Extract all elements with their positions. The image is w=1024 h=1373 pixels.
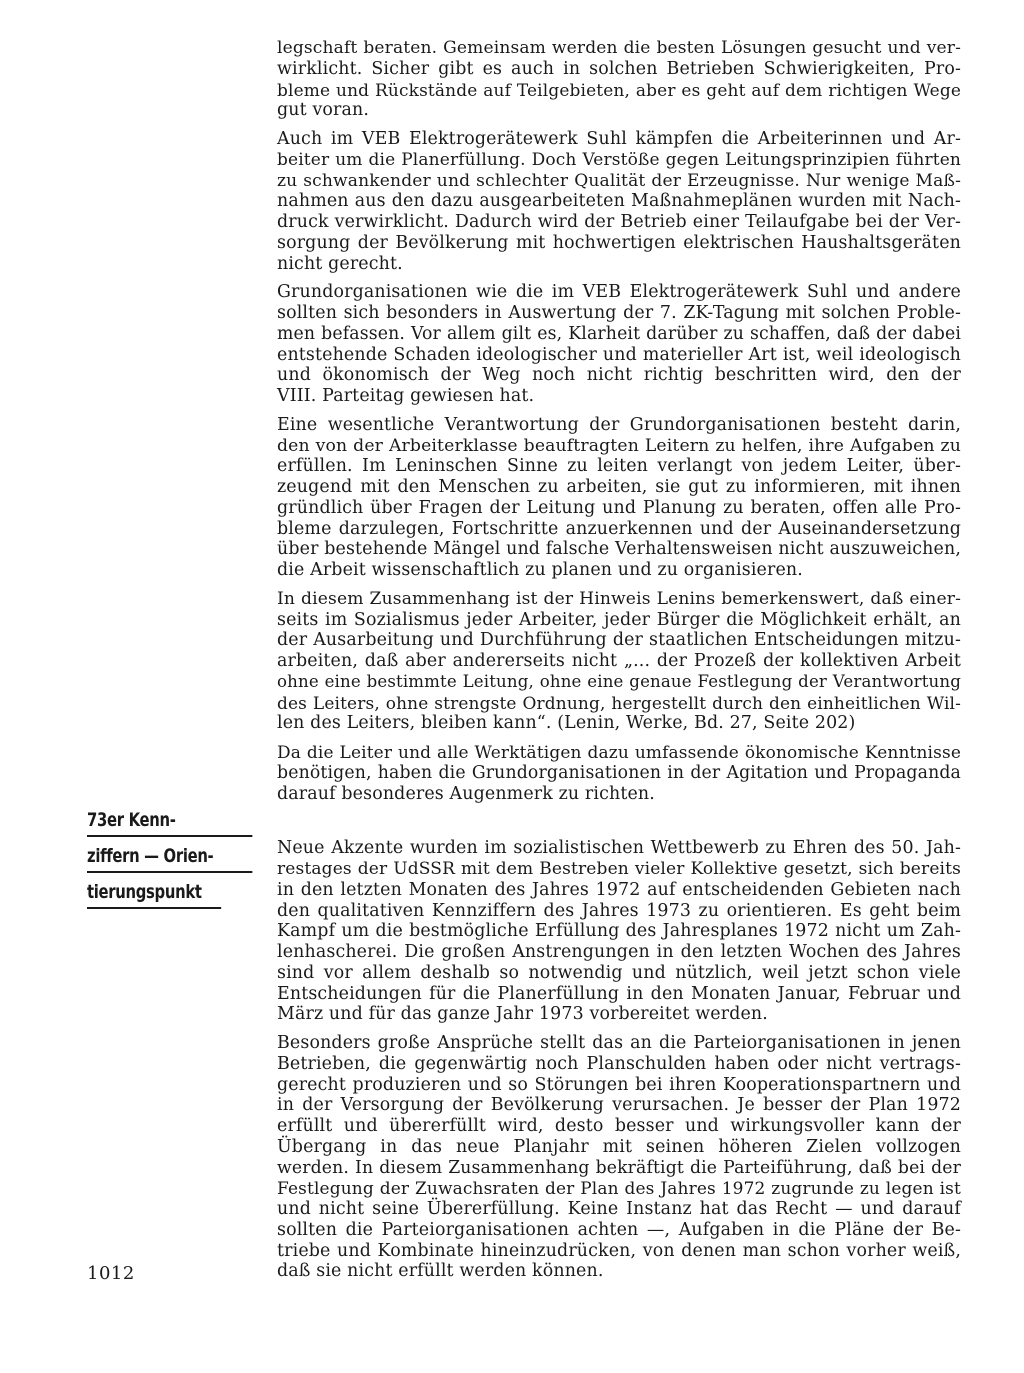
text-line: ohne eine bestimmte Leitung, ohne eine genaue Festlegung der Verantwortung xyxy=(277,671,961,691)
text-line: druck verwirklicht. Dadurch wird der Betrieb einer Teilaufgabe bei der Ver- xyxy=(277,212,961,232)
text-line: des Leiters, ohne strengste Ordnung, hergestellt durch den einheitlichen Wil- xyxy=(277,692,961,713)
text-line: in den letzten Monaten des Jahres 1972 auf entscheidenden Gebieten nach xyxy=(277,879,961,900)
text-line: Eine wesentliche Verantwortung der Grundorganisationen besteht darin, xyxy=(277,414,961,435)
text-line: gründlich über Fragen der Leitung und Planung zu beraten, offen alle Pro- xyxy=(277,497,961,518)
text-line: Besonders große Ansprüche stellt das an die Parteiorganisationen in jenen xyxy=(277,1033,961,1053)
text-line: men befassen. Vor allem gilt es, Klarheit darüber zu schaffen, daß der dabei xyxy=(277,323,961,344)
margin-heading-line: 73er Kenn- xyxy=(87,807,252,837)
text-line: erfüllen. Im Leninschen Sinne zu leiten verlangt von jedem Leiter, über- xyxy=(277,456,961,477)
body-text-column xyxy=(277,38,961,1282)
text-line: März und für das ganze Jahr 1973 vorbereitet werden. xyxy=(277,1004,768,1025)
text-line: Betrieben, die gegenwärtig noch Planschulden haben oder nicht vertrags- xyxy=(277,1053,961,1074)
text-line: und nicht seine Übererfüllung. Keine Instanz hat das Recht — und darauf xyxy=(277,1199,961,1219)
text-line: werden. In diesem Zusammenhang bekräftigt die Parteiführung, daß bei der xyxy=(277,1157,961,1178)
paragraph-6 xyxy=(277,742,961,804)
text-line: arbeiten, daß aber andererseits nicht „... der Prozeß der kollektiven Arbeit xyxy=(277,651,961,671)
text-line: Auch im VEB Elektrogerätewerk Suhl kämpfen die Arbeiterinnen und Ar- xyxy=(277,129,961,149)
paragraph-1 xyxy=(277,38,961,121)
margin-heading xyxy=(87,807,257,915)
text-line: zeugend mit den Menschen zu arbeiten, sie gut zu informieren, mit ihnen xyxy=(277,477,961,497)
text-line: sind vor allem deshalb so notwendig und nützlich, weil jetzt schon viele xyxy=(277,962,961,983)
text-line: Entscheidungen für die Planerfüllung in den Monaten Januar, Februar und xyxy=(277,983,961,1004)
paragraph-8 xyxy=(277,1033,961,1282)
text-line: bleme darzulegen, Fortschritte anzuerkennen und der Auseinandersetzung xyxy=(277,518,961,539)
text-line: sollten sich besonders in Auswertung der 7. ZK-Tagung mit solchen Proble- xyxy=(277,303,961,323)
text-line: sollten die Parteiorganisationen achten —, Aufgaben in die Pläne der Be- xyxy=(277,1219,961,1240)
page-number: 1012 xyxy=(87,1263,135,1284)
text-line: gerecht produzieren und so Störungen bei ihren Kooperationspartnern und xyxy=(277,1074,961,1095)
text-line: über bestehende Mängel und falsche Verhaltensweisen nicht auszuweichen, xyxy=(277,539,961,560)
text-line: Grundorganisationen wie die im VEB Elektrogerätewerk Suhl und andere xyxy=(277,282,961,303)
margin-heading-line: tierungspunkt xyxy=(87,879,221,909)
text-line: zu schwankender und schlechter Qualität der Erzeugnisse. Nur wenige Maß- xyxy=(277,170,961,191)
text-line: gut voran. xyxy=(277,100,370,121)
text-line: darauf besonderes Augenmerk zu richten. xyxy=(277,783,655,804)
text-line: der Ausarbeitung und Durchführung der staatlichen Entscheidungen mitzu- xyxy=(277,630,961,651)
text-line: wirklicht. Sicher gibt es auch in solchen Betrieben Schwierigkeiten, Pro- xyxy=(277,58,961,79)
paragraph-7 xyxy=(277,838,961,1025)
text-line: beiter um die Planerfüllung. Doch Verstöße gegen Leitungsprinzipien führten xyxy=(277,149,961,170)
text-line: die Arbeit wissenschaftlich zu planen und zu organisieren. xyxy=(277,560,803,580)
text-line: Da die Leiter und alle Werktätigen dazu umfassende ökonomische Kenntnisse xyxy=(277,742,961,762)
text-line: den von der Arbeiterklasse beauftragten Leitern zu helfen, ihre Aufgaben zu xyxy=(277,435,961,456)
text-line: Festlegung der Zuwachsraten der Plan des Jahres 1972 zugrunde zu legen ist xyxy=(277,1178,961,1199)
text-line: den qualitativen Kennziffern des Jahres 1973 zu orientieren. Es geht beim xyxy=(277,900,961,921)
text-line: In diesem Zusammenhang ist der Hinweis Lenins bemerkenswert, daß einer- xyxy=(277,588,961,609)
text-line: benötigen, haben die Grundorganisationen in der Agitation und Propaganda xyxy=(277,762,961,783)
text-line: len des Leiters, bleiben kann“. (Lenin, Werke, Bd. 27, Seite 202) xyxy=(277,713,856,734)
text-line: entstehende Schaden ideologischer und materieller Art ist, weil ideologisch xyxy=(277,344,961,365)
text-line: erfüllt und übererfüllt wird, desto besser und wirkungsvoller kann der xyxy=(277,1116,961,1136)
text-line: daß sie nicht erfüllt werden können. xyxy=(277,1261,604,1282)
text-line: in der Versorgung der Bevölkerung verursachen. Je besser der Plan 1972 xyxy=(277,1095,961,1116)
paragraph-3 xyxy=(277,282,961,407)
text-line: VIII. Parteitag gewiesen hat. xyxy=(277,386,535,406)
text-line: sorgung der Bevölkerung mit hochwertigen elektrischen Haushaltsgeräten xyxy=(277,232,961,253)
text-line: bleme und Rückstände auf Teilgebieten, aber es geht auf dem richtigen Wege xyxy=(277,79,961,100)
paragraph-4 xyxy=(277,415,961,581)
text-line: seits im Sozialismus jeder Arbeiter, jeder Bürger die Möglichkeit erhält, an xyxy=(277,609,961,630)
text-line: Übergang in das neue Planjahr mit seinen höheren Zielen vollzogen xyxy=(277,1136,961,1157)
text-line: restages der UdSSR mit dem Bestreben vieler Kollektive gesetzt, sich bereits xyxy=(277,859,961,879)
text-line: legschaft beraten. Gemeinsam werden die besten Lösungen gesucht und ver- xyxy=(277,38,961,58)
text-line: Kampf um die bestmögliche Erfüllung des Jahresplanes 1972 nicht um Zah- xyxy=(277,921,961,942)
text-line: nahmen aus den dazu ausgearbeiteten Maßnahmeplänen wurden mit Nach- xyxy=(277,191,961,212)
paragraph-2 xyxy=(277,129,961,274)
margin-heading-line: ziffern — Orien- xyxy=(87,843,252,873)
text-line: lenhascherei. Die großen Anstrengungen in den letzten Wochen des Jahres xyxy=(277,942,961,962)
text-line: nicht gerecht. xyxy=(277,253,403,274)
text-line: und ökonomisch der Weg noch nicht richtig beschritten wird, den der xyxy=(277,365,961,386)
text-line: Neue Akzente wurden im sozialistischen Wettbewerb zu Ehren des 50. Jah- xyxy=(277,838,961,859)
text-line: triebe und Kombinate hineinzudrücken, von denen man schon vorher weiß, xyxy=(277,1240,961,1261)
paragraph-5 xyxy=(277,589,961,734)
